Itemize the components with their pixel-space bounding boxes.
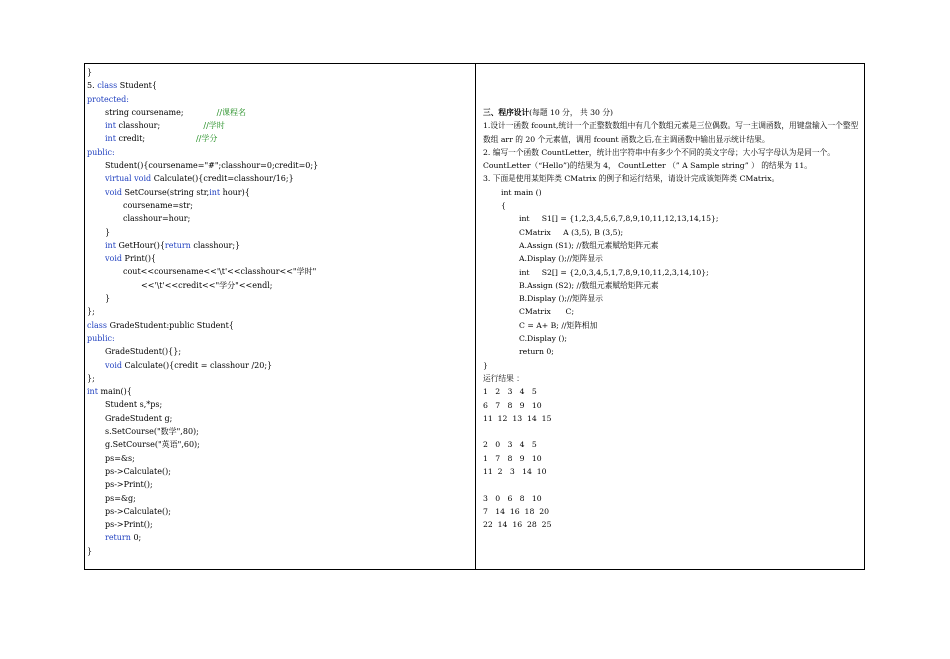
right-question-column [483,106,861,532]
code-line [87,199,473,212]
code-line [87,212,473,225]
code-text: } [105,227,111,237]
code-text: 0; [130,533,142,543]
code-line [87,93,473,106]
result-row: 11 12 13 14 15 [483,413,552,423]
heading-note: (每题 10 分， 共 30 分) [529,108,614,117]
section-heading [483,106,861,119]
code-line [87,438,473,451]
code-line [87,146,473,159]
code-line [87,172,473,185]
code-keyword: void [105,360,123,370]
code-text: ps=&s; [105,453,135,463]
code-keyword: int [87,387,98,397]
code-line: B.Display ();//矩阵显示 [519,294,603,304]
result-gap [483,425,861,438]
code-line [87,132,473,145]
code-line [87,412,473,425]
code-text: ps->Print(); [105,520,153,530]
code-line [87,518,473,531]
code-line [87,226,473,239]
code-text: GradeStudent(){}; [105,347,182,357]
code-line [87,239,473,252]
code-line [87,66,473,79]
column-divider [475,64,476,569]
code-line [87,345,473,358]
code-text: cout<<coursename<<'\t'<<classhour<<"学时" [123,267,317,277]
code-line [87,186,473,199]
code-line: { [501,201,506,211]
code-keyword: int [105,240,116,250]
result-row: 6 7 8 9 10 [483,400,542,410]
result-row: 2 0 3 4 5 [483,440,537,450]
code-line [87,545,473,558]
code-text: 5. [87,81,98,91]
code-text: credit; [115,134,196,144]
code-line [87,398,473,411]
exam-sheet [84,63,865,570]
result-row: 1 2 3 4 5 [483,387,537,397]
code-keyword: void [105,187,123,197]
code-line [87,359,473,372]
code-line [87,478,473,491]
code-line: A.Display ();//矩阵显示 [519,254,603,264]
question-3: 3. 下面是使用某矩阵类 CMatrix 的例子和运行结果，请设计完成该矩阵类 CMatrix。 [483,174,780,184]
code-line: A.Assign (S1); //数组元素赋给矩阵元素 [519,240,659,250]
code-line [87,452,473,465]
code-text: string coursename; [105,107,217,117]
code-line: int S2[] = {2,0,3,4,5,1,7,8,9,10,11,2,3,14,10}; [519,267,709,277]
code-line [87,531,473,544]
code-keyword: protected: [87,94,129,104]
code-text: ps->Calculate(); [105,506,171,516]
code-text: Student{ [117,81,157,91]
code-line [87,159,473,172]
code-text: GradeStudent g; [105,413,173,423]
code-keyword: public: [87,333,115,343]
code-keyword: public: [87,147,115,157]
code-text: main(){ [97,387,132,397]
code-text: Calculate(){credit=classhour/16;} [151,174,294,184]
code-text: SetCourse(string str, [122,187,210,197]
code-text: classhour; [115,121,204,131]
code-text: Calculate(){credit = classhour /20;} [122,360,273,370]
code-text: } [87,68,93,77]
code-text: hour){ [222,187,250,197]
code-line: B.Assign (S2); //数组元素赋给矩阵元素 [519,280,659,290]
code-text: ps->Print(); [105,480,153,490]
code-keyword: int [105,134,116,144]
code-line [87,106,473,119]
code-text: ps->Calculate(); [105,466,171,476]
code-line [87,465,473,478]
code-text: Print(){ [122,254,157,264]
code-line: return 0; [519,347,554,357]
code-text: GetHour(){ [115,240,165,250]
code-text: s.SetCourse("数学",80); [105,427,199,437]
code-text: classhour;} [190,240,241,250]
code-line: int S1[] = {1,2,3,4,5,6,7,8,9,10,11,12,13,14,15}; [519,214,719,224]
question-2: 2. 编写一个函数 CountLetter，统计出字符串中有多少个不同的英文字母；大小写字母认为是同一个。CountLetter（“Hello”)的结果为 4， CountLetter （” A Sample string” ） 的结果为 11。 [483,147,835,171]
question-1: 1.设计一函数 fcount,统计一个正整数数组中有几个数组元素是三位偶数。写一主调函数，用键盘输入一个整型数组 arr 的 20 个元素值，调用 fcount 函数之后,在主调函数中输出显示统计结果。 [483,121,859,144]
result-row: 7 14 16 18 20 [483,506,550,516]
code-line [87,425,473,438]
code-line [87,119,473,132]
code-comment: //学分 [195,134,218,144]
code-text: g.SetCourse("英语",60); [105,440,200,450]
code-line [87,292,473,305]
code-line: C.Display (); [519,334,567,344]
code-text: Student(){coursename="#";classhour=0;credit=0;} [105,161,319,171]
code-text: }; [87,307,95,317]
code-line [87,372,473,385]
code-keyword: int [105,121,116,131]
code-keyword: return [105,533,131,543]
code-keyword: void [105,254,123,264]
code-text: ps=&g; [105,493,136,503]
code-text: } [87,546,93,556]
code-text: coursename=str; [123,200,193,210]
code-text: classhour=hour; [123,214,191,224]
code-line: C = A+ B; //矩阵相加 [519,320,598,330]
result-row: 11 2 3 14 10 [483,467,547,477]
code-line [87,332,473,345]
code-text: Student s,*ps; [105,400,163,410]
heading-title: 三、程序设计 [483,108,530,117]
code-line [87,279,473,292]
code-line [87,385,473,398]
code-comment: //学时 [203,121,225,131]
result-label: 运行结果 ： [483,373,524,383]
code-line: CMatrix C; [519,307,575,317]
code-line: } [483,360,488,370]
result-row: 1 7 8 9 10 [483,453,542,463]
code-line: int main () [501,187,542,197]
code-text: }; [87,373,95,383]
code-line [87,319,473,332]
code-text: } [105,294,111,304]
code-line [87,492,473,505]
code-keyword: int [209,187,223,197]
code-keyword: return [164,240,191,250]
code-line [87,505,473,518]
code-keyword: class [87,320,108,330]
result-gap [483,478,861,491]
code-line [87,252,473,265]
code-text: GradeStudent:public Student{ [107,320,234,330]
result-row: 3 0 6 8 10 [483,493,542,503]
code-line [87,265,473,278]
code-keyword: virtual void [105,174,152,184]
code-line [87,79,473,92]
code-comment: //课程名 [216,107,247,117]
left-code-column [87,66,473,558]
matrix-code-block [483,186,861,372]
code-line [87,305,473,318]
code-text: <<'\t'<<credit<<"学分"<<endl; [141,280,273,290]
code-line: CMatrix A (3,5), B (3,5); [519,227,624,237]
code-keyword: class [97,81,118,91]
result-row: 22 14 16 28 25 [483,520,552,530]
result-block [483,385,861,531]
